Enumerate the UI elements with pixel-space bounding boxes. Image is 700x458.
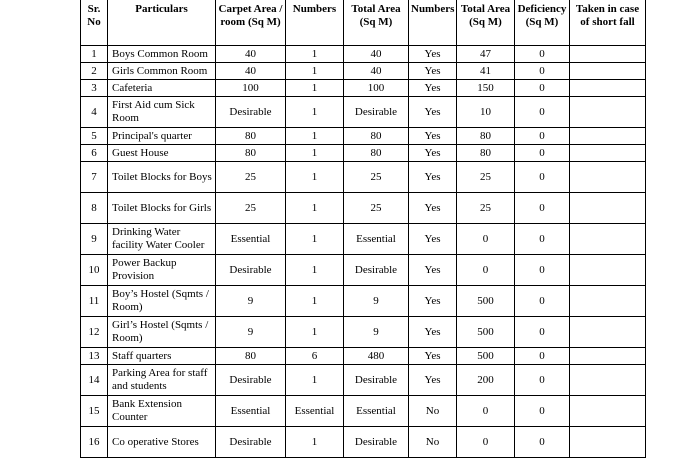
shortfall-cell [570,80,646,97]
sr-no-cell: 1 [81,46,108,63]
particulars-cell: Drinking Water facility Water Cooler [108,224,216,255]
sr-no-cell: 15 [81,396,108,427]
total-area-cell: Essential [344,396,409,427]
numbers-available-cell: Yes [409,46,457,63]
shortfall-cell [570,193,646,224]
numbers-cell: Essential [286,396,344,427]
particulars-cell: Parking Area for staff and students [108,365,216,396]
numbers-available-cell: Yes [409,193,457,224]
shortfall-cell [570,224,646,255]
total-area-cell: 9 [344,286,409,317]
numbers-available-cell: Yes [409,224,457,255]
shortfall-cell [570,396,646,427]
sr-no-cell: 10 [81,255,108,286]
total-area-cell: 80 [344,145,409,162]
deficiency-cell: 0 [515,317,570,348]
table-row [81,317,646,348]
total-area-available-cell: 150 [457,80,515,97]
numbers-cell: 1 [286,365,344,396]
shortfall-cell [570,162,646,193]
total-area-available-cell: 200 [457,365,515,396]
total-area-cell: 25 [344,193,409,224]
deficiency-cell: 0 [515,63,570,80]
sr-no-cell: 11 [81,286,108,317]
table-row [81,46,646,63]
table-row [81,162,646,193]
particulars-cell: Girl’s Hostel (Sqmts / Room) [108,317,216,348]
numbers-available-cell: Yes [409,255,457,286]
particulars-cell: Bank Extension Counter [108,396,216,427]
shortfall-cell [570,348,646,365]
numbers-cell: 1 [286,162,344,193]
particulars-cell: Boys Common Room [108,46,216,63]
shortfall-cell [570,46,646,63]
particulars-cell: Power Backup Provision [108,255,216,286]
shortfall-cell [570,63,646,80]
numbers-cell: 1 [286,224,344,255]
particulars-cell: Cafeteria [108,80,216,97]
particulars-cell: Guest House [108,145,216,162]
table-row [81,348,646,365]
carpet-area-cell: 25 [216,193,286,224]
sr-no-cell: 4 [81,97,108,128]
numbers-available-cell: Yes [409,63,457,80]
table-row [81,396,646,427]
carpet-area-cell: 80 [216,128,286,145]
numbers-available-cell: Yes [409,128,457,145]
shortfall-cell [570,145,646,162]
deficiency-cell: 0 [515,255,570,286]
deficiency-cell: 0 [515,286,570,317]
particulars-cell: Toilet Blocks for Girls [108,193,216,224]
sr-no-cell: 5 [81,128,108,145]
header-carpet-area: Carpet Area / room (Sq M) [216,0,286,46]
deficiency-cell: 0 [515,224,570,255]
deficiency-cell: 0 [515,365,570,396]
total-area-cell: 40 [344,63,409,80]
numbers-available-cell: Yes [409,145,457,162]
sr-no-cell: 14 [81,365,108,396]
deficiency-cell: 0 [515,46,570,63]
numbers-available-cell: Yes [409,348,457,365]
total-area-cell: 80 [344,128,409,145]
table-header-row [81,0,646,46]
carpet-area-cell: Desirable [216,427,286,458]
particulars-cell: Co operative Stores [108,427,216,458]
numbers-cell: 1 [286,317,344,348]
particulars-cell: Toilet Blocks for Boys [108,162,216,193]
carpet-area-cell: Desirable [216,255,286,286]
table-row [81,286,646,317]
numbers-cell: 1 [286,286,344,317]
total-area-available-cell: 41 [457,63,515,80]
total-area-available-cell: 0 [457,396,515,427]
numbers-cell: 1 [286,128,344,145]
shortfall-cell [570,317,646,348]
total-area-cell: Desirable [344,97,409,128]
total-area-available-cell: 25 [457,162,515,193]
numbers-available-cell: Yes [409,162,457,193]
numbers-cell: 1 [286,63,344,80]
total-area-cell: 100 [344,80,409,97]
carpet-area-cell: 80 [216,348,286,365]
table-row [81,365,646,396]
carpet-area-cell: 100 [216,80,286,97]
header-deficiency: Deficiency (Sq M) [515,0,570,46]
deficiency-cell: 0 [515,348,570,365]
total-area-available-cell: 47 [457,46,515,63]
header-total-area-available: Total Area (Sq M) [457,0,515,46]
total-area-cell: Desirable [344,365,409,396]
total-area-available-cell: 500 [457,348,515,365]
particulars-cell: First Aid cum Sick Room [108,97,216,128]
table-row [81,128,646,145]
shortfall-cell [570,128,646,145]
sr-no-cell: 7 [81,162,108,193]
numbers-cell: 1 [286,80,344,97]
numbers-available-cell: Yes [409,286,457,317]
table-row [81,255,646,286]
sr-no-cell: 12 [81,317,108,348]
shortfall-cell [570,97,646,128]
deficiency-cell: 0 [515,193,570,224]
table-row [81,145,646,162]
sr-no-cell: 16 [81,427,108,458]
numbers-cell: 1 [286,145,344,162]
header-total-area: Total Area (Sq M) [344,0,409,46]
total-area-available-cell: 0 [457,255,515,286]
numbers-cell: 1 [286,255,344,286]
shortfall-cell [570,365,646,396]
numbers-cell: 1 [286,193,344,224]
total-area-available-cell: 25 [457,193,515,224]
carpet-area-cell: 40 [216,46,286,63]
sr-no-cell: 9 [81,224,108,255]
table-row [81,97,646,128]
numbers-cell: 1 [286,97,344,128]
deficiency-cell: 0 [515,80,570,97]
total-area-available-cell: 80 [457,128,515,145]
deficiency-cell: 0 [515,97,570,128]
sr-no-cell: 13 [81,348,108,365]
carpet-area-cell: Desirable [216,365,286,396]
carpet-area-cell: 80 [216,145,286,162]
deficiency-cell: 0 [515,145,570,162]
facilities-table [80,0,646,458]
header-sr-no: Sr. No [81,0,108,46]
header-numbers: Numbers [286,0,344,46]
table-row [81,80,646,97]
table-body [81,46,646,458]
numbers-available-cell: Yes [409,365,457,396]
carpet-area-cell: 9 [216,317,286,348]
numbers-cell: 1 [286,427,344,458]
total-area-cell: 40 [344,46,409,63]
total-area-available-cell: 0 [457,224,515,255]
carpet-area-cell: 9 [216,286,286,317]
table-row [81,63,646,80]
total-area-cell: 480 [344,348,409,365]
deficiency-cell: 0 [515,396,570,427]
deficiency-cell: 0 [515,162,570,193]
carpet-area-cell: 40 [216,63,286,80]
sr-no-cell: 3 [81,80,108,97]
carpet-area-cell: 25 [216,162,286,193]
numbers-available-cell: Yes [409,97,457,128]
header-taken-in-case-of-shortfall: Taken in case of short fall [570,0,646,46]
header-particulars: Particulars [108,0,216,46]
total-area-cell: Essential [344,224,409,255]
particulars-cell: Girls Common Room [108,63,216,80]
header-numbers-available: Numbers [409,0,457,46]
particulars-cell: Staff quarters [108,348,216,365]
total-area-cell: 25 [344,162,409,193]
particulars-cell: Boy’s Hostel (Sqmts / Room) [108,286,216,317]
sr-no-cell: 2 [81,63,108,80]
shortfall-cell [570,255,646,286]
numbers-available-cell: Yes [409,80,457,97]
particulars-cell: Principal's quarter [108,128,216,145]
total-area-available-cell: 10 [457,97,515,128]
total-area-available-cell: 0 [457,427,515,458]
carpet-area-cell: Essential [216,224,286,255]
table-row [81,193,646,224]
deficiency-cell: 0 [515,128,570,145]
total-area-available-cell: 80 [457,145,515,162]
numbers-available-cell: No [409,427,457,458]
total-area-available-cell: 500 [457,317,515,348]
numbers-cell: 1 [286,46,344,63]
shortfall-cell [570,286,646,317]
deficiency-cell: 0 [515,427,570,458]
table-row [81,427,646,458]
carpet-area-cell: Essential [216,396,286,427]
total-area-available-cell: 500 [457,286,515,317]
total-area-cell: 9 [344,317,409,348]
numbers-available-cell: No [409,396,457,427]
table-row [81,224,646,255]
shortfall-cell [570,427,646,458]
numbers-available-cell: Yes [409,317,457,348]
total-area-cell: Desirable [344,427,409,458]
sr-no-cell: 6 [81,145,108,162]
carpet-area-cell: Desirable [216,97,286,128]
sr-no-cell: 8 [81,193,108,224]
numbers-cell: 6 [286,348,344,365]
total-area-cell: Desirable [344,255,409,286]
